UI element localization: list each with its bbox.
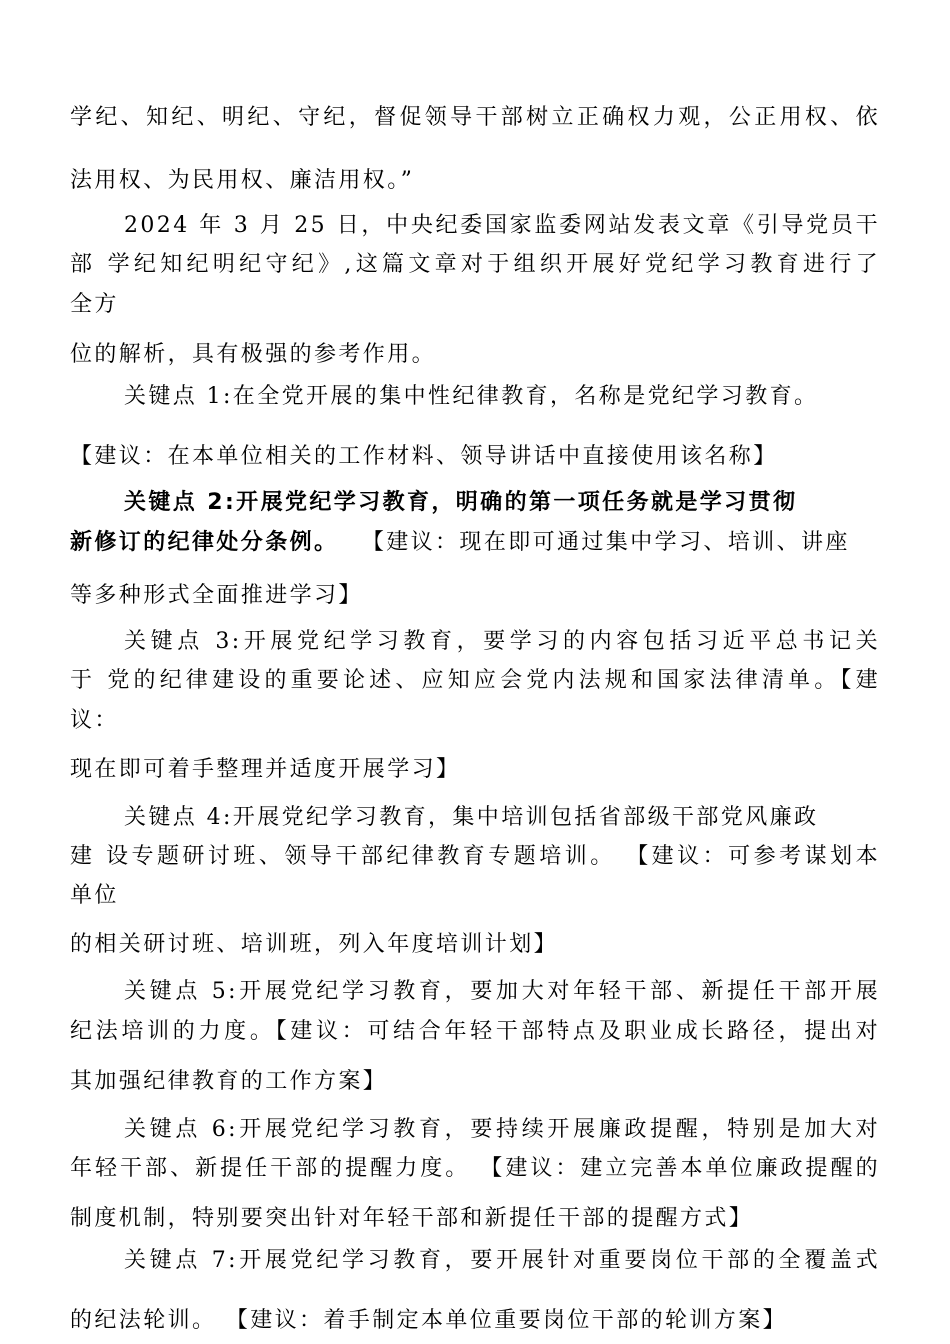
text-line: 【建议：在本单位相关的工作材料、领导讲话中直接使用该名称】 — [70, 444, 778, 469]
text-line: 的相关研讨班、培训班，列入年度培训计划】 — [70, 932, 559, 957]
text-line: 制度机制，特别要突出针对年轻干部和新提任干部的提醒方式】 — [70, 1206, 754, 1231]
text-line: 现在即可着手整理并适度开展学习】 — [70, 757, 461, 782]
text-line: 等多种形式全面推进学习】 — [70, 583, 363, 608]
text-line: 于 党的纪律建设的重要论述、应知应会党内法规和国家法律清单。【建 — [70, 668, 880, 693]
text-line: 关键点 3:开展党纪学习教育，要学习的内容包括习近平总书记关 — [124, 629, 880, 654]
text-line: 2024 年 3 月 25 日，中央纪委国家监委网站发表文章《引导党员干 — [124, 213, 880, 238]
text-line: 部 学纪知纪明纪守纪》,这篇文章对于组织开展好党纪学习教育进行了 — [70, 252, 880, 277]
key-point-2-heading-cont — [70, 528, 850, 558]
text-line: 其加强纪律教育的工作方案】 — [70, 1069, 388, 1094]
text-line: 纪法培训的力度。【建议：可结合年轻干部特点及职业成长路径，提出对 — [70, 1019, 880, 1044]
text-line: 法用权、为民用权、廉洁用权。” — [70, 168, 415, 193]
bold-text: 新修订的纪律处分条例。 — [70, 530, 339, 555]
text-line: 关键点 1:在全党开展的集中性纪律教育，名称是党纪学习教育。 — [124, 384, 819, 409]
text-line: 位的解析，具有极强的参考作用。 — [70, 342, 437, 367]
text-line: 关键点 4:开展党纪学习教育，集中培训包括省部级干部党风廉政 — [124, 805, 819, 830]
text-line: 议： — [70, 708, 119, 733]
text-line: 关键点 6:开展党纪学习教育，要持续开展廉政提醒，特别是加大对 — [124, 1117, 880, 1142]
text-line: 的纪法轮训。 【建议：着手制定本单位重要岗位干部的轮训方案】 — [70, 1308, 787, 1333]
text-line: 建 设专题研讨班、领导干部纪律教育专题培训。 【建议：可参考谋划本 — [70, 844, 880, 869]
text-line: 全方 — [70, 292, 119, 317]
text-line: 单位 — [70, 883, 119, 908]
text-line: 关键点 7:开展党纪学习教育，要开展针对重要岗位干部的全覆盖式 — [124, 1248, 880, 1273]
text-line: 学纪、知纪、明纪、守纪，督促领导干部树立正确权力观，公正用权、依 — [70, 105, 880, 130]
text-line: 关键点 5:开展党纪学习教育，要加大对年轻干部、新提任干部开展 — [124, 979, 880, 1004]
text-line: 年轻干部、新提任干部的提醒力度。 【建议：建立完善本单位廉政提醒的 — [70, 1156, 880, 1181]
key-point-2-heading: 关键点 2:开展党纪学习教育，明确的第一项任务就是学习贯彻 — [124, 490, 798, 515]
suggestion-text: 【建议：现在即可通过集中学习、培训、讲座 — [361, 530, 850, 555]
